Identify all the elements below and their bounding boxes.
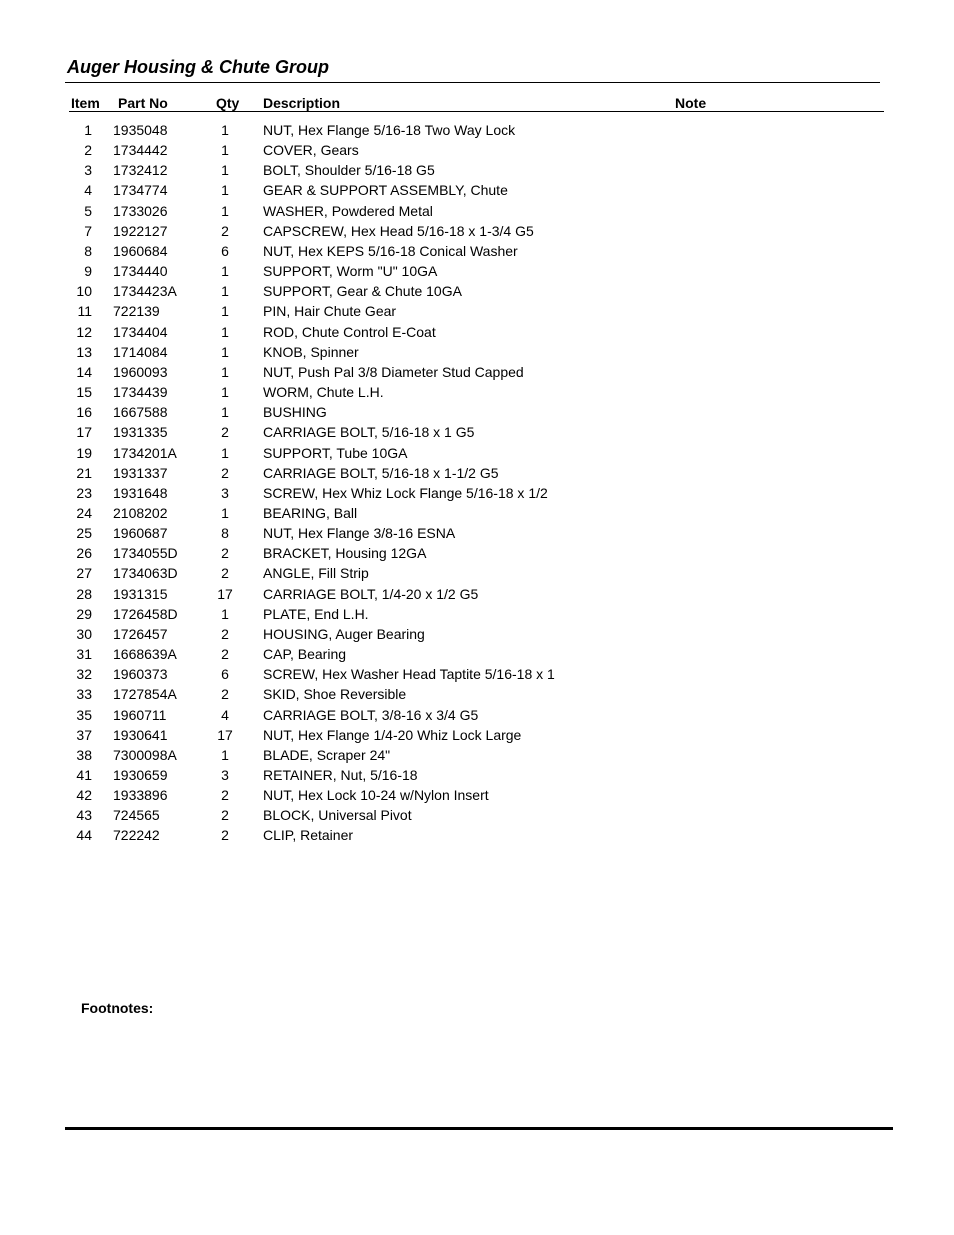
cell-qty: 1 [221, 182, 229, 199]
cell-description: COVER, Gears [263, 142, 359, 159]
cell-part-no: 1931335 [113, 424, 168, 441]
cell-description: WORM, Chute L.H. [263, 384, 384, 401]
cell-qty: 2 [221, 827, 229, 844]
table-row [0, 443, 954, 463]
cell-part-no: 1960093 [113, 363, 168, 380]
cell-description: KNOB, Spinner [263, 343, 359, 360]
table-row [0, 402, 954, 422]
header-divider [69, 111, 884, 112]
cell-item: 43 [76, 807, 92, 824]
header-description: Description [263, 95, 341, 111]
cell-description: NUT, Hex Lock 10-24 w/Nylon Insert [263, 787, 489, 804]
cell-description: SUPPORT, Tube 10GA [263, 444, 408, 461]
cell-description: SKID, Shoe Reversible [263, 686, 407, 703]
cell-description: BUSHING [263, 404, 327, 421]
cell-part-no: 1726458D [113, 605, 178, 622]
table-row [0, 322, 954, 342]
cell-description: PIN, Hair Chute Gear [263, 303, 397, 320]
header-note: Note [675, 95, 707, 111]
cell-part-no: 1727854A [113, 686, 177, 703]
cell-description: NUT, Push Pal 3/8 Diameter Stud Capped [263, 363, 524, 380]
cell-part-no: 7300098A [113, 746, 177, 763]
cell-description: BLADE, Scraper 24" [263, 746, 391, 763]
table-row [0, 281, 954, 301]
footer-divider [65, 1127, 893, 1130]
cell-part-no: 1931337 [113, 464, 168, 481]
cell-qty: 1 [221, 323, 229, 340]
table-row [0, 543, 954, 563]
cell-qty: 1 [221, 504, 229, 521]
cell-description: BRACKET, Housing 12GA [263, 545, 427, 562]
cell-qty: 1 [221, 605, 229, 622]
table-row [0, 422, 954, 442]
cell-part-no: 1732412 [113, 162, 168, 179]
cell-description: BEARING, Ball [263, 504, 358, 521]
cell-part-no: 1734201A [113, 444, 177, 461]
cell-qty: 1 [221, 303, 229, 320]
header-qty: Qty [216, 95, 240, 111]
cell-qty: 6 [221, 666, 229, 683]
cell-item: 27 [76, 565, 92, 582]
cell-qty: 2 [221, 787, 229, 804]
cell-item: 37 [76, 726, 92, 743]
table-row [0, 241, 954, 261]
footnotes-label: Footnotes: [81, 1000, 154, 1016]
cell-qty: 1 [221, 746, 229, 763]
table-row [0, 523, 954, 543]
table-row [0, 463, 954, 483]
cell-item: 28 [76, 585, 92, 602]
cell-part-no: 1960711 [113, 706, 167, 723]
cell-part-no: 1960684 [113, 242, 168, 259]
cell-part-no: 722242 [113, 827, 160, 844]
cell-qty: 1 [221, 162, 229, 179]
cell-qty: 8 [221, 525, 229, 542]
cell-description: PLATE, End L.H. [263, 605, 369, 622]
table-row [0, 745, 954, 765]
cell-item: 5 [84, 202, 92, 219]
table-row [0, 483, 954, 503]
cell-description: CAPSCREW, Hex Head 5/16-18 x 1-3/4 G5 [263, 222, 534, 239]
cell-description: NUT, Hex Flange 1/4-20 Whiz Lock Large [263, 726, 522, 743]
cell-part-no: 1933896 [113, 787, 168, 804]
table-row [0, 503, 954, 523]
cell-qty: 1 [221, 142, 229, 159]
cell-item: 23 [76, 484, 92, 501]
table-row [0, 765, 954, 785]
cell-item: 14 [76, 363, 92, 380]
page-title: Auger Housing & Chute Group [67, 57, 329, 77]
cell-part-no: 1668639A [113, 646, 177, 663]
cell-part-no: 1734442 [113, 142, 168, 159]
cell-part-no: 1734423A [113, 283, 177, 300]
cell-item: 12 [76, 323, 92, 340]
table-row [0, 644, 954, 664]
header-part-no: Part No [118, 95, 168, 111]
cell-description: GEAR & SUPPORT ASSEMBLY, Chute [263, 182, 508, 199]
cell-qty: 17 [217, 585, 233, 602]
cell-description: NUT, Hex Flange 3/8-16 ESNA [263, 525, 456, 542]
cell-part-no: 1714084 [113, 343, 168, 360]
cell-qty: 1 [221, 363, 229, 380]
cell-description: CARRIAGE BOLT, 3/8-16 x 3/4 G5 [263, 706, 479, 723]
cell-qty: 3 [221, 484, 229, 501]
table-row [0, 362, 954, 382]
cell-description: WASHER, Powdered Metal [263, 202, 433, 219]
cell-qty: 6 [221, 242, 229, 259]
header-item: Item [71, 95, 100, 111]
cell-qty: 2 [221, 545, 229, 562]
table-row [0, 604, 954, 624]
table-row [0, 140, 954, 160]
cell-part-no: 1931315 [113, 585, 168, 602]
cell-item: 19 [76, 444, 92, 461]
table-row [0, 684, 954, 704]
cell-item: 13 [76, 343, 92, 360]
cell-qty: 2 [221, 222, 229, 239]
cell-item: 33 [76, 686, 92, 703]
cell-description: CLIP, Retainer [263, 827, 354, 844]
cell-item: 16 [76, 404, 92, 421]
cell-part-no: 1726457 [113, 625, 168, 642]
cell-qty: 1 [221, 444, 229, 461]
cell-item: 7 [84, 222, 92, 239]
cell-item: 35 [76, 706, 92, 723]
cell-item: 11 [77, 303, 92, 320]
cell-item: 30 [76, 625, 92, 642]
cell-qty: 1 [221, 404, 229, 421]
cell-qty: 1 [221, 202, 229, 219]
table-header [0, 94, 954, 112]
cell-part-no: 1667588 [113, 404, 168, 421]
cell-part-no: 1734774 [113, 182, 168, 199]
table-row [0, 785, 954, 805]
title-divider [65, 82, 880, 83]
cell-qty: 17 [217, 726, 233, 743]
cell-part-no: 1734440 [113, 263, 168, 280]
cell-part-no: 1935048 [113, 122, 168, 138]
cell-item: 10 [76, 283, 92, 300]
cell-qty: 1 [221, 343, 229, 360]
table-row [0, 664, 954, 684]
cell-description: RETAINER, Nut, 5/16-18 [263, 767, 418, 783]
cell-qty: 1 [221, 384, 229, 401]
cell-description: SUPPORT, Gear & Chute 10GA [263, 283, 462, 300]
cell-description: SCREW, Hex Washer Head Taptite 5/16-18 x 1 [263, 666, 555, 683]
parts-table-body [0, 120, 954, 846]
cell-description: SUPPORT, Worm "U" 10GA [263, 263, 438, 280]
cell-item: 21 [76, 464, 92, 481]
cell-qty: 3 [221, 767, 229, 783]
cell-description: CARRIAGE BOLT, 5/16-18 x 1 G5 [263, 424, 475, 441]
cell-item: 38 [76, 746, 92, 763]
cell-description: BOLT, Shoulder 5/16-18 G5 [263, 162, 435, 179]
cell-description: SCREW, Hex Whiz Lock Flange 5/16-18 x 1/2 [263, 484, 548, 501]
table-row [0, 221, 954, 241]
cell-item: 32 [76, 666, 92, 683]
cell-description: CAP, Bearing [263, 646, 347, 663]
cell-qty: 2 [221, 807, 229, 824]
cell-part-no: 1733026 [113, 202, 168, 219]
cell-qty: 2 [221, 424, 229, 441]
cell-item: 24 [76, 504, 92, 521]
cell-item: 26 [76, 545, 92, 562]
table-row [0, 725, 954, 745]
cell-item: 31 [76, 646, 92, 663]
cell-item: 25 [76, 525, 92, 542]
table-row [0, 180, 954, 200]
cell-part-no: 1931648 [113, 484, 168, 501]
cell-item: 8 [84, 242, 92, 259]
cell-description: ANGLE, Fill Strip [263, 565, 369, 582]
cell-part-no: 1734055D [113, 545, 178, 562]
cell-description: CARRIAGE BOLT, 5/16-18 x 1-1/2 G5 [263, 464, 499, 481]
cell-part-no: 1922127 [113, 222, 168, 239]
cell-part-no: 724565 [113, 807, 160, 824]
cell-qty: 2 [221, 464, 229, 481]
cell-qty: 1 [221, 263, 229, 280]
table-row [0, 624, 954, 644]
cell-qty: 1 [221, 122, 229, 138]
cell-part-no: 1734404 [113, 323, 168, 340]
table-row [0, 584, 954, 604]
cell-part-no: 1930641 [113, 726, 168, 743]
cell-qty: 2 [221, 686, 229, 703]
cell-item: 44 [76, 827, 92, 844]
cell-item: 4 [84, 182, 92, 199]
table-row [0, 120, 954, 140]
cell-item: 42 [76, 787, 92, 804]
cell-part-no: 722139 [113, 303, 160, 320]
cell-description: NUT, Hex Flange 5/16-18 Two Way Lock [263, 122, 516, 138]
cell-part-no: 1734439 [113, 384, 168, 401]
cell-description: BLOCK, Universal Pivot [263, 807, 412, 824]
cell-part-no: 1930659 [113, 767, 168, 783]
table-row [0, 301, 954, 321]
table-row [0, 342, 954, 362]
cell-item: 29 [76, 605, 92, 622]
cell-part-no: 1960373 [113, 666, 168, 683]
cell-description: HOUSING, Auger Bearing [263, 625, 425, 642]
table-row [0, 563, 954, 583]
cell-item: 2 [84, 142, 92, 159]
table-row [0, 805, 954, 825]
table-row [0, 201, 954, 221]
cell-description: NUT, Hex KEPS 5/16-18 Conical Washer [263, 242, 518, 259]
cell-qty: 2 [221, 625, 229, 642]
cell-qty: 2 [221, 646, 229, 663]
cell-item: 3 [84, 162, 92, 179]
cell-item: 17 [76, 424, 92, 441]
cell-item: 41 [76, 767, 92, 783]
cell-qty: 2 [221, 565, 229, 582]
cell-item: 1 [84, 122, 92, 138]
table-row [0, 261, 954, 281]
table-row [0, 382, 954, 402]
cell-qty: 4 [221, 706, 229, 723]
cell-part-no: 1734063D [113, 565, 178, 582]
table-row [0, 160, 954, 180]
cell-description: ROD, Chute Control E-Coat [263, 323, 436, 340]
cell-item: 9 [84, 263, 92, 280]
cell-item: 15 [76, 384, 92, 401]
table-row [0, 825, 954, 845]
cell-part-no: 1960687 [113, 525, 168, 542]
cell-part-no: 2108202 [113, 504, 168, 521]
cell-qty: 1 [221, 283, 229, 300]
table-row [0, 705, 954, 725]
cell-description: CARRIAGE BOLT, 1/4-20 x 1/2 G5 [263, 585, 479, 602]
